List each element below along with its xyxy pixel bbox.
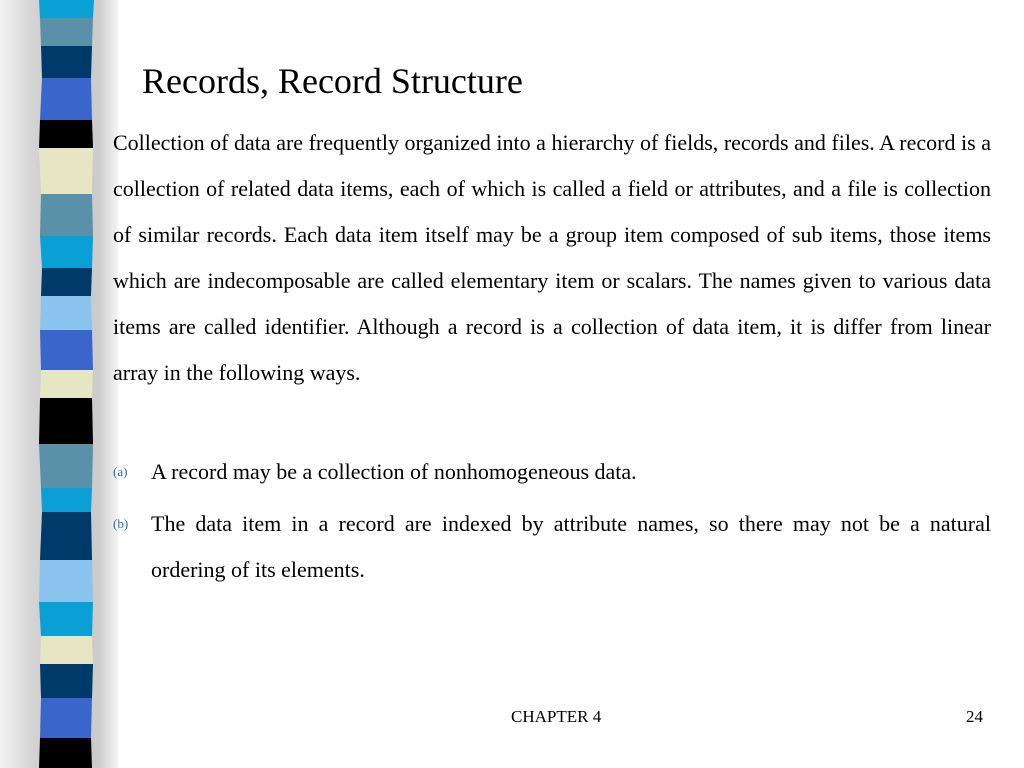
decorative-block-strip	[36, 0, 98, 768]
page-number: 24	[966, 707, 983, 726]
bullet-list	[113, 449, 991, 599]
list-item-text: A record may be a collection of nonhomogeneous data.	[151, 459, 637, 484]
slide-title: Records, Record Structure	[142, 61, 523, 101]
list-marker: (a)	[113, 464, 128, 479]
list-marker: (b)	[113, 516, 129, 531]
list-item-text: The data item in a record are indexed by attribute names, so there may not be a natural ordering of its elements.	[151, 511, 991, 582]
body-paragraph: Collection of data are frequently organized into a hierarchy of fields, records and files. A record is a collection of related data items, each of which is called a field or attributes, and a file is collection of similar records. Each data item itself may be a group item composed of sub items, those items which are indecomposable are called elementary item or scalars. The names given to various data items are called identifier. Although a record is a collection of data item, it is differ from linear array in the following ways.	[113, 130, 991, 385]
footer-chapter-label: CHAPTER 4	[511, 707, 602, 726]
list-item	[113, 501, 991, 593]
list-item	[113, 449, 991, 495]
block-pattern-graphic	[36, 0, 98, 768]
